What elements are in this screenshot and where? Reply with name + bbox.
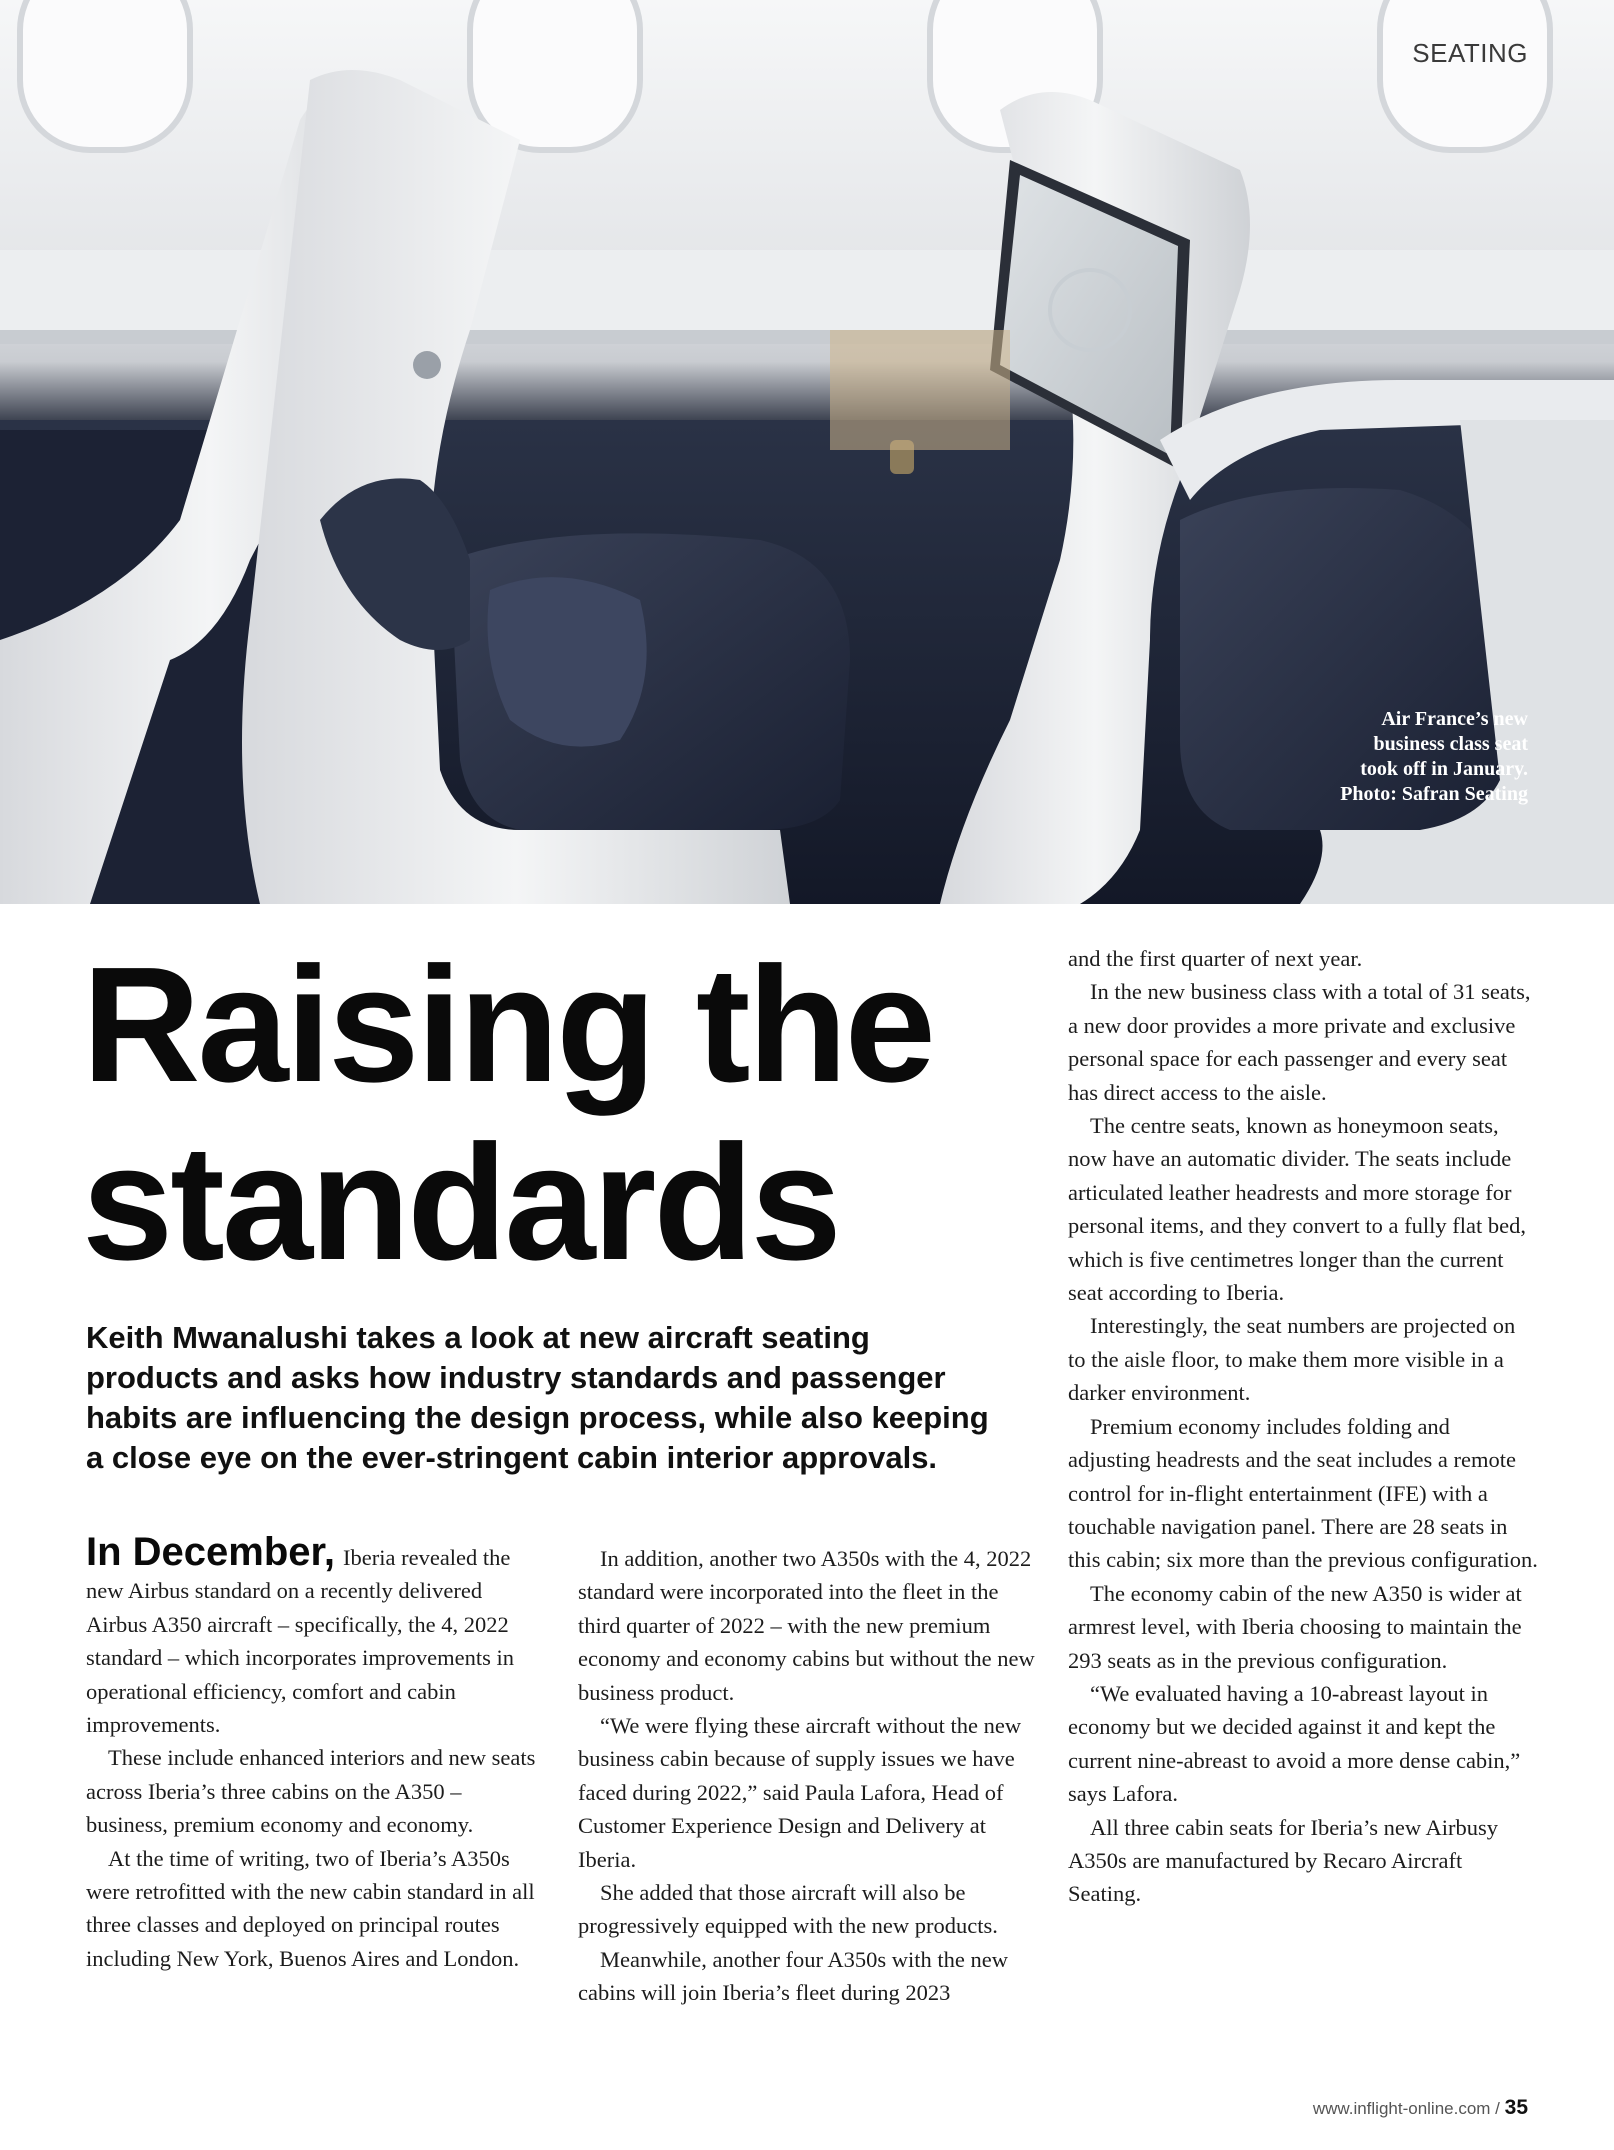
paragraph: “We evaluated having a 10-abreast layout in economy but we decided against it and kept the current nine-abreast to avoid a more dense cabin,” says Lafora. xyxy=(1068,1680,1521,1807)
caption-line: took off in January. xyxy=(1360,758,1528,780)
paragraph-text: Iberia revealed the new Airbus standard on a recently delivered Airbus A350 aircraft – specifically, the 4, 2022 standard – which incorporates improvements in operational efficiency, comfort and cabin improvements. xyxy=(86,1545,515,1738)
caption-line: Photo: Safran Seating xyxy=(1340,783,1528,805)
caption-line: Air France’s new xyxy=(1381,708,1528,730)
page-number: 35 xyxy=(1504,2096,1528,2119)
article-title-line: standards xyxy=(82,1111,839,1294)
drop-in-heading: In December, xyxy=(86,1530,336,1574)
article-title-line: Raising the xyxy=(82,933,933,1116)
paragraph: Premium economy includes folding and adjusting headrests and the seat includes a remote control for in-flight entertainment (IFE) with a touchable navigation panel. There are 28 seats in this cabin; six more than the previous configuration. xyxy=(1068,1413,1538,1573)
article-standfirst: Keith Mwanalushi takes a look at new aircraft seating products and asks how industry standards and passenger habits are influencing the design process, while also keeping a close eye on the ever-stringent cabin interior approvals. xyxy=(86,1320,989,1475)
paragraph: In the new business class with a total of 31 seats, a new door provides a more private and exclusive personal space for each passenger and every seat has direct access to the aisle. xyxy=(1068,979,1531,1105)
paragraph: In addition, another two A350s with the 4, 2022 standard were incorporated into the fleet in the third quarter of 2022 – with the new premium economy and economy cabins but without the new business product. xyxy=(578,1546,1035,1705)
body-column-2 xyxy=(578,1542,1040,2010)
paragraph: and the first quarter of next year. xyxy=(1068,946,1363,971)
photo-caption xyxy=(1228,707,1528,807)
paragraph: The centre seats, known as honeymoon seats, now have an automatic divider. The seats include articulated leather headrests and more storage for personal items, and they convert to a fully flat bed, which is five centimetres longer than the current seat according to Iberia. xyxy=(1068,1113,1526,1306)
paragraph xyxy=(86,1530,536,1741)
caption-line: business class seat xyxy=(1373,733,1528,755)
paragraph: “We were flying these aircraft without the new business cabin because of supply issues we have faced during 2022,” said Paula Lafora, Head of Customer Experience Design and Delivery at Iberia. xyxy=(578,1713,1022,1872)
paragraph: These include enhanced interiors and new seats across Iberia’s three cabins on the A350 – business, premium economy and economy. xyxy=(86,1745,536,1838)
paragraph: She added that those aircraft will also be progressively equipped with the new products. xyxy=(578,1880,998,1939)
paragraph: At the time of writing, two of Iberia’s A350s were retrofitted with the new cabin standard in all three classes and deployed on principal routes including New York, Buenos Aires and London. xyxy=(86,1845,535,1971)
hero-photo xyxy=(0,0,1614,904)
page-footer xyxy=(1313,2096,1528,2120)
article-title xyxy=(82,933,1042,1294)
body-column-1 xyxy=(86,1530,536,1975)
paragraph: Meanwhile, another four A350s with the new cabins will join Iberia’s fleet during 2023 xyxy=(578,1946,1009,2006)
section-label: SEATING xyxy=(1412,38,1528,68)
paragraph: All three cabin seats for Iberia’s new Airbusy A350s are manufactured by Recaro Aircraft Seating. xyxy=(1068,1814,1498,1907)
website-url[interactable]: www.inflight-online.com / xyxy=(1312,2099,1500,2118)
body-column-3 xyxy=(1068,942,1538,1911)
paragraph: Interestingly, the seat numbers are projected on to the aisle floor, to make them more visible in a darker environment. xyxy=(1068,1313,1516,1406)
paragraph: The economy cabin of the new A350 is wider at armrest level, with Iberia choosing to maintain the 293 seats as in the previous configuration. xyxy=(1068,1580,1522,1673)
